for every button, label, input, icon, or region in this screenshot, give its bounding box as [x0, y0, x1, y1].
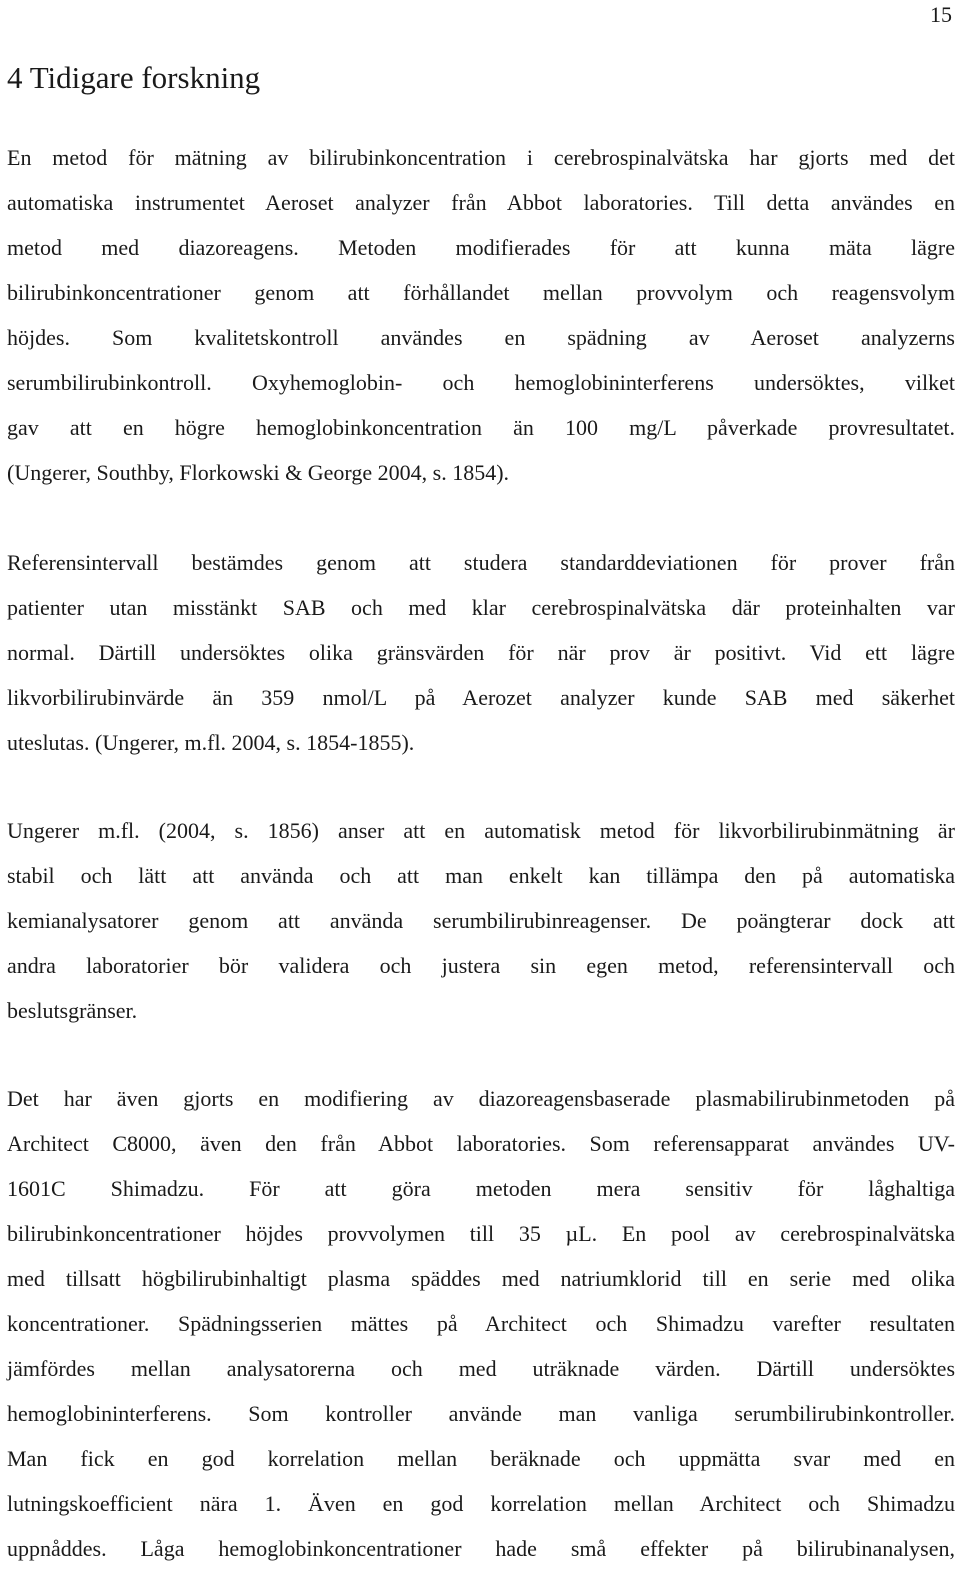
text-line: Det har även gjorts en modifiering av diazoreagensbaserade plasmabilirubinmetoden på	[7, 1086, 955, 1111]
text-line: lutningskoefficient nära 1. Även en god korrelation mellan Architect och Shimadzu	[7, 1491, 955, 1516]
text-line: höjdes. Som kvalitetskontroll användes en spädning av Aeroset analyzerns	[7, 325, 955, 350]
text-line: normal. Därtill undersöktes olika gränsvärden för när prov är positivt. Vid ett lägre	[7, 640, 955, 665]
text-line: (Ungerer, Southby, Florkowski & George 2004, s. 1854).	[7, 460, 510, 485]
text-line: Architect C8000, även den från Abbot laboratories. Som referensapparat användes UV-	[7, 1131, 955, 1156]
text-line: beslutsgränser.	[7, 998, 138, 1023]
text-line: metod med diazoreagens. Metoden modifierades för att kunna mäta lägre	[7, 235, 955, 260]
text-line: uteslutas. (Ungerer, m.fl. 2004, s. 1854-1855).	[7, 730, 415, 755]
text-line: Referensintervall bestämdes genom att studera standarddeviationen för prover från	[7, 550, 955, 575]
text-line: gav att en högre hemoglobinkoncentration än 100 mg/L påverkade provresultatet.	[7, 415, 955, 440]
text-line: patienter utan misstänkt SAB och med klar cerebrospinalvätska där proteinhalten var	[7, 595, 955, 620]
text-line: 1601C Shimadzu. För att göra metoden mera sensitiv för låghaltiga	[7, 1176, 955, 1201]
text-line: kemianalysatorer genom att använda serumbilirubinreagenser. De poängterar dock att	[7, 908, 955, 933]
text-line: likvorbilirubinvärde än 359 nmol/L på Aerozet analyzer kunde SAB med säkerhet	[7, 685, 955, 710]
text-line: automatiska instrumentet Aeroset analyzer från Abbot laboratories. Till detta användes en	[7, 190, 955, 215]
text-line: Man fick en god korrelation mellan beräknade och uppmätta svar med en	[7, 1446, 955, 1471]
paragraph-4	[7, 1076, 955, 1571]
section-heading: 4 Tidigare forskning	[7, 60, 261, 95]
text-line: uppnåddes. Låga hemoglobinkoncentrationer hade små effekter på bilirubinanalysen,	[7, 1536, 955, 1561]
text-line: stabil och lätt att använda och att man enkelt kan tillämpa den på automatiska	[7, 863, 955, 888]
text-line: bilirubinkoncentrationer genom att förhållandet mellan provvolym och reagensvolym	[7, 280, 955, 305]
text-line: serumbilirubinkontroll. Oxyhemoglobin- och hemoglobininterferens undersöktes, vilket	[7, 370, 955, 395]
text-line: hemoglobininterferens. Som kontroller använde man vanliga serumbilirubinkontroller.	[7, 1401, 955, 1426]
page-number: 15	[930, 2, 952, 27]
text-line: En metod för mätning av bilirubinkoncentration i cerebrospinalvätska har gjorts med det	[7, 145, 955, 170]
text-line: bilirubinkoncentrationer höjdes provvolymen till 35 µL. En pool av cerebrospinalvätska	[7, 1221, 955, 1246]
paragraph-2	[7, 540, 955, 765]
text-line: koncentrationer. Spädningsserien mättes på Architect och Shimadzu varefter resultaten	[7, 1311, 955, 1336]
paragraph-1	[7, 135, 955, 495]
paragraph-3	[7, 808, 955, 1033]
text-line: med tillsatt högbilirubinhaltigt plasma späddes med natriumklorid till en serie med olika	[7, 1266, 955, 1291]
text-line: Ungerer m.fl. (2004, s. 1856) anser att en automatisk metod för likvorbilirubinmätning är	[7, 818, 955, 843]
text-line: andra laboratorier bör validera och justera sin egen metod, referensintervall och	[7, 953, 955, 978]
text-line: jämfördes mellan analysatorerna och med uträknade värden. Därtill undersöktes	[7, 1356, 955, 1381]
